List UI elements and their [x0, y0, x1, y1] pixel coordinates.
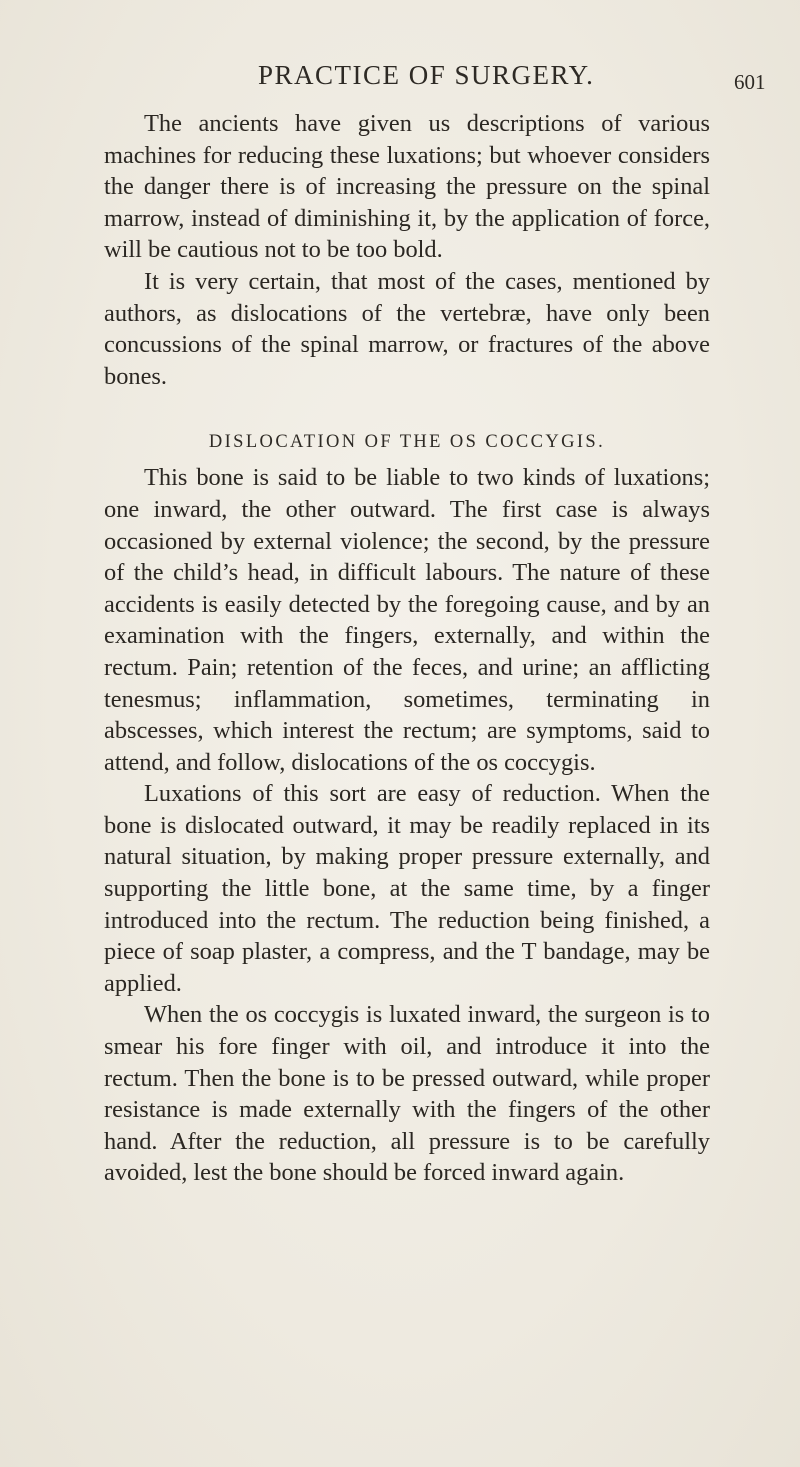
page-number: 601	[734, 70, 766, 94]
paragraph-luxation-kinds: This bone is said to be liable to two kinds of luxations; one inward, the other outward. The first case is always occasioned by external violence; the second, by the pressure of the child’s head, in difficult labours. The nature of these accidents is easily detected by the foregoing cause, and by an examination with the fingers, externally, and within the rectum. Pain; retention of the feces, and urine; an afflicting tenesmus; inflammation, sometimes, terminating in abscesses, which interest the rectum; are symptoms, said to attend, and follow, dislocations of the os coccygis.	[104, 464, 710, 776]
running-title: PRACTICE OF SURGERY.	[258, 60, 595, 90]
section-heading: DISLOCATION OF THE OS COCCYGIS.	[208, 432, 606, 453]
running-head	[0, 60, 800, 100]
paragraph-outward-reduction: Luxations of this sort are easy of reduction. When the bone is dislocated outward, it may be readily replaced in its natural situation, by making proper pressure externally, and supporting the little bone, at the same time, by a finger introduced into the rectum. The reduction being finished, a piece of soap plaster, a compress, and the T bandage, may be applied.	[104, 780, 710, 997]
paragraph-machines: The ancients have given us descriptions of various machines for reducing these luxations; but whoever considers the danger there is of increasing the pressure on the spinal marrow, instead of diminishing it, by the application of force, will be cautious not to be too bold.	[104, 110, 710, 264]
paragraph-concussions: It is very certain, that most of the cases, mentioned by authors, as dislocations of the vertebræ, have only been concussions of the spinal marrow, or fractures of the above bones.	[104, 267, 710, 390]
section-os-coccygis	[104, 462, 710, 1189]
body-text	[104, 108, 710, 1189]
paragraph-inward-reduction: When the os coccygis is luxated inward, the surgeon is to smear his fore finger with oil, and introduce it into the rectum. Then the bone is to be pressed outward, while proper resistance is made externally with the fingers of the other hand. After the reduction, all pressure is to be carefully avoided, lest the bone should be forced inward again.	[104, 1001, 710, 1187]
